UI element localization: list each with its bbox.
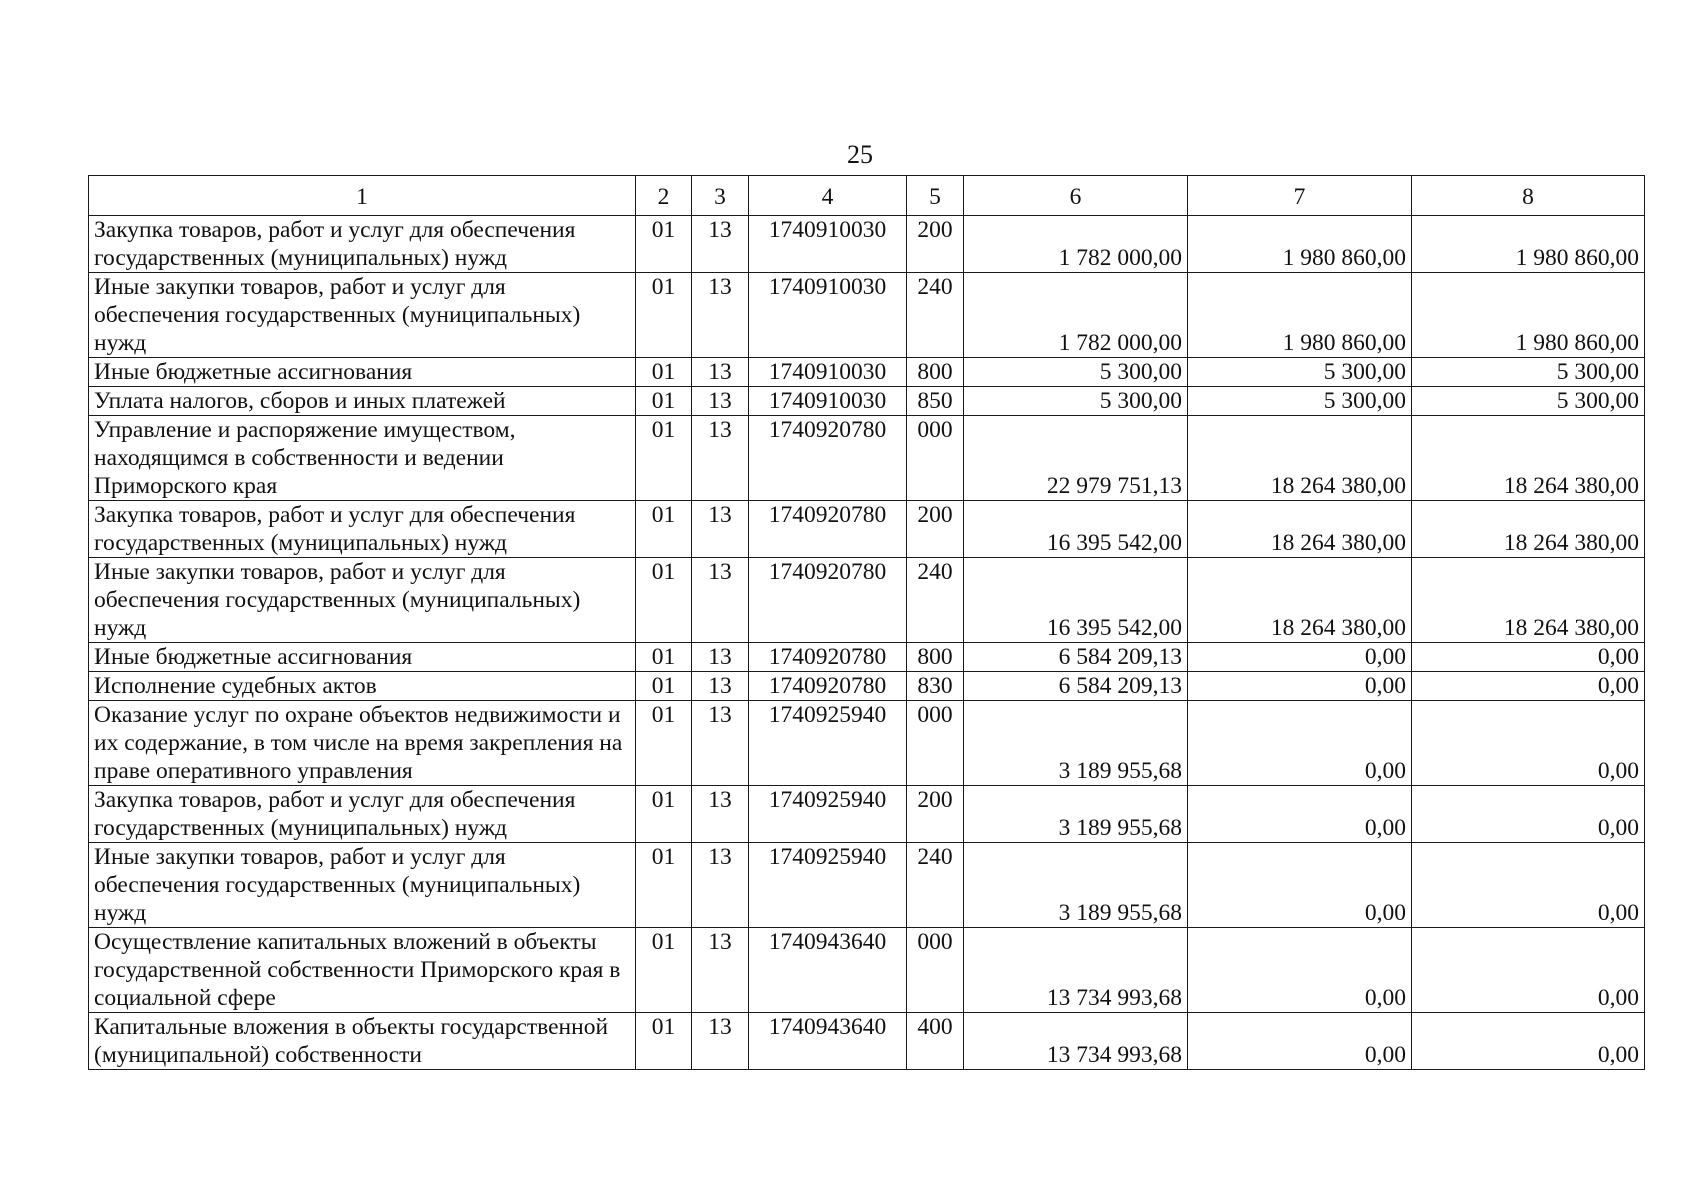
amount-col6-cell: 3 189 955,68	[964, 843, 1188, 928]
amount-col7-cell: 5 300,00	[1188, 387, 1412, 416]
amount-col6-cell: 1 782 000,00	[964, 216, 1188, 273]
amount-col6-cell: 3 189 955,68	[964, 701, 1188, 786]
amount-col6-cell: 16 395 542,00	[964, 501, 1188, 558]
amount-col8-cell: 0,00	[1412, 643, 1645, 672]
amount-col7-cell: 1 980 860,00	[1188, 273, 1412, 358]
amount-col7-cell: 18 264 380,00	[1188, 416, 1412, 501]
amount-col8-cell: 0,00	[1412, 701, 1645, 786]
subsection-code-cell: 13	[692, 358, 749, 387]
row-name-cell: Капитальные вложения в объекты государственной (муниципальной) собственности	[89, 1013, 636, 1070]
section-code-cell: 01	[636, 273, 692, 358]
amount-col8-cell: 0,00	[1412, 786, 1645, 843]
amount-col7-cell: 5 300,00	[1188, 358, 1412, 387]
target-article-cell: 1740920780	[749, 416, 907, 501]
target-article-cell: 1740925940	[749, 843, 907, 928]
row-name-cell: Иные закупки товаров, работ и услуг для обеспечения государственных (муниципальных) нужд	[89, 843, 636, 928]
section-code-cell: 01	[636, 928, 692, 1013]
expense-type-cell: 400	[907, 1013, 964, 1070]
section-code-cell: 01	[636, 701, 692, 786]
target-article-cell: 1740925940	[749, 701, 907, 786]
table-row	[89, 1013, 1645, 1070]
amount-col6-cell: 3 189 955,68	[964, 786, 1188, 843]
target-article-cell: 1740943640	[749, 928, 907, 1013]
amount-col8-cell: 5 300,00	[1412, 358, 1645, 387]
amount-col6-cell: 16 395 542,00	[964, 558, 1188, 643]
table-row	[89, 843, 1645, 928]
page-number: 25	[847, 140, 873, 169]
target-article-cell: 1740910030	[749, 216, 907, 273]
expense-type-cell: 240	[907, 273, 964, 358]
row-name-cell: Иные бюджетные ассигнования	[89, 358, 636, 387]
section-code-cell: 01	[636, 1013, 692, 1070]
table-row	[89, 672, 1645, 701]
subsection-code-cell: 13	[692, 1013, 749, 1070]
row-name-cell: Закупка товаров, работ и услуг для обеспечения государственных (муниципальных) нужд	[89, 216, 636, 273]
table-row	[89, 701, 1645, 786]
column-header: 7	[1188, 176, 1412, 216]
expense-type-cell: 830	[907, 672, 964, 701]
section-code-cell: 01	[636, 216, 692, 273]
amount-col7-cell: 0,00	[1188, 928, 1412, 1013]
expense-type-cell: 000	[907, 701, 964, 786]
row-name-cell: Иные закупки товаров, работ и услуг для обеспечения государственных (муниципальных) нужд	[89, 273, 636, 358]
subsection-code-cell: 13	[692, 216, 749, 273]
expense-type-cell: 800	[907, 358, 964, 387]
amount-col7-cell: 18 264 380,00	[1188, 558, 1412, 643]
budget-table	[88, 175, 1645, 1070]
amount-col6-cell: 5 300,00	[964, 358, 1188, 387]
amount-col7-cell: 0,00	[1188, 672, 1412, 701]
section-code-cell: 01	[636, 672, 692, 701]
column-header: 3	[692, 176, 749, 216]
target-article-cell: 1740910030	[749, 387, 907, 416]
table-row	[89, 387, 1645, 416]
amount-col8-cell: 5 300,00	[1412, 387, 1645, 416]
amount-col8-cell: 1 980 860,00	[1412, 216, 1645, 273]
section-code-cell: 01	[636, 416, 692, 501]
target-article-cell: 1740920780	[749, 643, 907, 672]
table-row	[89, 558, 1645, 643]
amount-col8-cell: 18 264 380,00	[1412, 416, 1645, 501]
subsection-code-cell: 13	[692, 786, 749, 843]
row-name-cell: Управление и распоряжение имуществом, находящимся в собственности и ведении Приморского края	[89, 416, 636, 501]
amount-col8-cell: 18 264 380,00	[1412, 558, 1645, 643]
table-row	[89, 216, 1645, 273]
expense-type-cell: 200	[907, 786, 964, 843]
expense-type-cell: 240	[907, 843, 964, 928]
column-header: 8	[1412, 176, 1645, 216]
table-row	[89, 786, 1645, 843]
amount-col8-cell: 0,00	[1412, 1013, 1645, 1070]
subsection-code-cell: 13	[692, 273, 749, 358]
table-row	[89, 501, 1645, 558]
amount-col8-cell: 1 980 860,00	[1412, 273, 1645, 358]
row-name-cell: Уплата налогов, сборов и иных платежей	[89, 387, 636, 416]
subsection-code-cell: 13	[692, 701, 749, 786]
amount-col8-cell: 0,00	[1412, 843, 1645, 928]
column-header: 1	[89, 176, 636, 216]
amount-col7-cell: 0,00	[1188, 701, 1412, 786]
column-header: 6	[964, 176, 1188, 216]
row-name-cell: Оказание услуг по охране объектов недвижимости и их содержание, в том числе на время закрепления на праве оперативного управления	[89, 701, 636, 786]
column-header: 4	[749, 176, 907, 216]
target-article-cell: 1740910030	[749, 273, 907, 358]
section-code-cell: 01	[636, 843, 692, 928]
amount-col6-cell: 1 782 000,00	[964, 273, 1188, 358]
expense-type-cell: 200	[907, 501, 964, 558]
subsection-code-cell: 13	[692, 672, 749, 701]
amount-col6-cell: 6 584 209,13	[964, 643, 1188, 672]
target-article-cell: 1740920780	[749, 558, 907, 643]
amount-col8-cell: 0,00	[1412, 672, 1645, 701]
subsection-code-cell: 13	[692, 501, 749, 558]
row-name-cell: Закупка товаров, работ и услуг для обеспечения государственных (муниципальных) нужд	[89, 786, 636, 843]
table-row	[89, 358, 1645, 387]
header-row	[89, 176, 1645, 216]
section-code-cell: 01	[636, 501, 692, 558]
expense-type-cell: 850	[907, 387, 964, 416]
amount-col6-cell: 13 734 993,68	[964, 1013, 1188, 1070]
target-article-cell: 1740910030	[749, 358, 907, 387]
amount-col7-cell: 0,00	[1188, 786, 1412, 843]
amount-col8-cell: 18 264 380,00	[1412, 501, 1645, 558]
amount-col6-cell: 22 979 751,13	[964, 416, 1188, 501]
amount-col7-cell: 0,00	[1188, 1013, 1412, 1070]
target-article-cell: 1740920780	[749, 672, 907, 701]
amount-col7-cell: 18 264 380,00	[1188, 501, 1412, 558]
amount-col8-cell: 0,00	[1412, 928, 1645, 1013]
row-name-cell: Осуществление капитальных вложений в объекты государственной собственности Приморского края в социальной сфере	[89, 928, 636, 1013]
expense-type-cell: 000	[907, 928, 964, 1013]
expense-type-cell: 240	[907, 558, 964, 643]
subsection-code-cell: 13	[692, 843, 749, 928]
amount-col7-cell: 0,00	[1188, 643, 1412, 672]
subsection-code-cell: 13	[692, 558, 749, 643]
subsection-code-cell: 13	[692, 643, 749, 672]
column-header: 2	[636, 176, 692, 216]
amount-col6-cell: 13 734 993,68	[964, 928, 1188, 1013]
expense-type-cell: 200	[907, 216, 964, 273]
table-row	[89, 928, 1645, 1013]
row-name-cell: Иные бюджетные ассигнования	[89, 643, 636, 672]
row-name-cell: Иные закупки товаров, работ и услуг для обеспечения государственных (муниципальных) нужд	[89, 558, 636, 643]
section-code-cell: 01	[636, 786, 692, 843]
target-article-cell: 1740920780	[749, 501, 907, 558]
subsection-code-cell: 13	[692, 928, 749, 1013]
section-code-cell: 01	[636, 358, 692, 387]
table-row	[89, 273, 1645, 358]
section-code-cell: 01	[636, 558, 692, 643]
subsection-code-cell: 13	[692, 387, 749, 416]
amount-col6-cell: 6 584 209,13	[964, 672, 1188, 701]
row-name-cell: Исполнение судебных актов	[89, 672, 636, 701]
expense-type-cell: 000	[907, 416, 964, 501]
table-row	[89, 643, 1645, 672]
section-code-cell: 01	[636, 387, 692, 416]
target-article-cell: 1740925940	[749, 786, 907, 843]
section-code-cell: 01	[636, 643, 692, 672]
subsection-code-cell: 13	[692, 416, 749, 501]
expense-type-cell: 800	[907, 643, 964, 672]
target-article-cell: 1740943640	[749, 1013, 907, 1070]
column-header: 5	[907, 176, 964, 216]
table-row	[89, 416, 1645, 501]
amount-col6-cell: 5 300,00	[964, 387, 1188, 416]
row-name-cell: Закупка товаров, работ и услуг для обеспечения государственных (муниципальных) нужд	[89, 501, 636, 558]
amount-col7-cell: 0,00	[1188, 843, 1412, 928]
amount-col7-cell: 1 980 860,00	[1188, 216, 1412, 273]
